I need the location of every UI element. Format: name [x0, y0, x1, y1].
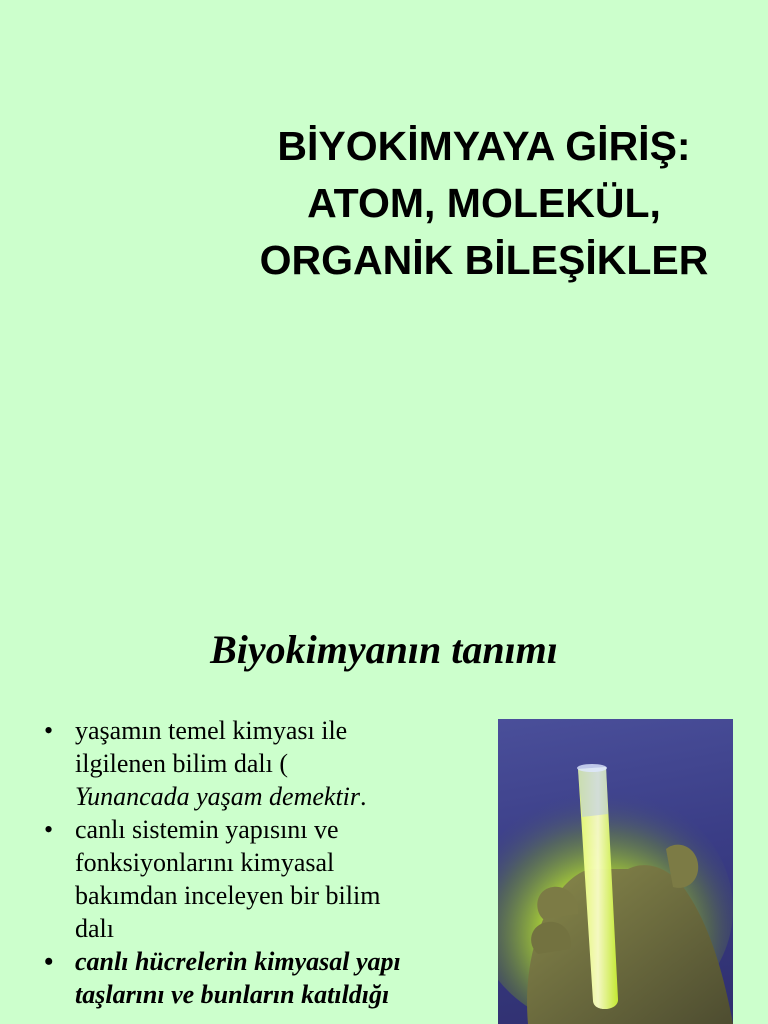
bullet-item-1 — [44, 714, 464, 813]
title-line-1: BİYOKİMYAYA GİRİŞ: — [277, 123, 691, 169]
bullet-dot: • — [44, 947, 54, 976]
bullet-1-line-1: yaşamın temel kimyası ile — [75, 716, 348, 745]
bullet-3-line-2: taşlarını ve bunların katıldığı — [75, 980, 390, 1009]
test-tube-glass-top — [578, 767, 608, 817]
bullet-3-line-1: canlı hücrelerin kimyasal yapı — [75, 947, 401, 976]
bullet-2-line-2: fonksiyonlarını kimyasal — [75, 848, 335, 877]
bullet-list — [44, 714, 464, 1011]
bullet-1-tail: . — [360, 782, 367, 811]
bullet-item-2 — [44, 813, 464, 945]
section-heading: Biyokimyanın tanımı — [210, 627, 558, 672]
title-line-3: ORGANİK BİLEŞİKLER — [259, 237, 709, 283]
bullet-dot: • — [44, 716, 54, 745]
bullet-2-line-1: canlı sistemin yapısını ve — [75, 815, 339, 844]
test-tube-illustration — [498, 719, 733, 1024]
bullet-1-italic-text: Yunancada yaşam demektir — [75, 782, 361, 811]
bullet-1-line-3 — [75, 780, 464, 813]
bullet-2-line-4: dalı — [75, 914, 114, 943]
bullet-dot: • — [44, 815, 54, 844]
title-line-2: ATOM, MOLEKÜL, — [307, 180, 661, 226]
bullet-2-line-3: bakımdan inceleyen bir bilim — [75, 881, 381, 910]
glowing-test-tube-image — [498, 719, 733, 1024]
bullet-1-line-2: ilgilenen bilim dalı ( — [75, 749, 289, 778]
slide-title — [200, 118, 768, 289]
test-tube-rim — [577, 764, 607, 772]
bullet-item-3 — [44, 945, 464, 1011]
